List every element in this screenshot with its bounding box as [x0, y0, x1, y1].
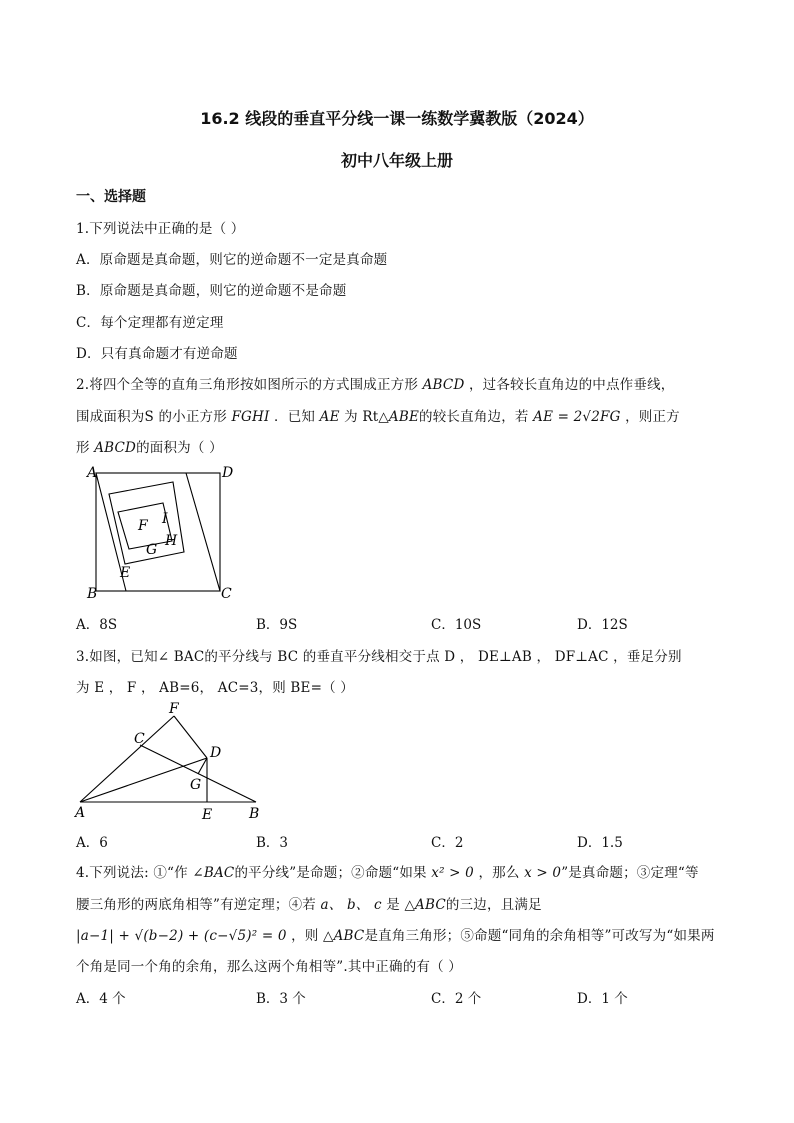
- q2-label-i: I: [162, 511, 168, 527]
- q2-label-c: C: [221, 586, 232, 602]
- q4-text: ，那么: [478, 865, 520, 881]
- q3-option-c: C．2: [431, 835, 464, 851]
- q2-math: AE = 2√2FG: [533, 409, 621, 425]
- q1-stem: 1.下列说法中正确的是（ ）: [76, 221, 245, 237]
- q2-line3: [76, 436, 223, 456]
- q2-option-d: D．12S: [577, 617, 628, 633]
- q2-text: 的较长直角边，若: [419, 409, 529, 425]
- q2-text: ，过各较长直角边的中点作垂线，: [468, 377, 675, 393]
- q2-label-g: G: [146, 542, 158, 558]
- q2-label-f: F: [138, 518, 148, 534]
- q2-math: ABE: [388, 409, 420, 425]
- q2-label-a: A: [87, 465, 98, 481]
- q4-text: 的平分线”是命题；②命题“如果: [234, 865, 427, 881]
- q4-option-b: B．3 个: [256, 991, 306, 1007]
- q1-option-b: B．原命题是真命题，则它的逆命题不是命题: [76, 283, 347, 299]
- q2-text: ．已知: [274, 409, 316, 425]
- q2-text: 为 Rt△: [344, 409, 389, 425]
- q4-line1: [76, 861, 699, 881]
- q3-label-d: D: [210, 745, 222, 761]
- q4-text: 4.下列说法: ①“作: [76, 865, 188, 881]
- page-title-line2: 初中八年级上册: [340, 151, 453, 170]
- q3-option-a: A．6: [76, 835, 108, 851]
- q3-label-c: C: [134, 731, 145, 747]
- q2-inner-tilted-square: [96, 473, 220, 591]
- q2-math: FGHI: [231, 409, 270, 425]
- q4-text: 是直角三角形；⑤命题“同角的余角相等”可改写为“如果两: [364, 928, 715, 944]
- q4-text: ”是真命题；③定理“等: [561, 865, 699, 881]
- q3-segment-ad: [80, 758, 207, 802]
- q2-math: ABCD: [94, 440, 137, 456]
- q4-option-a: A．4 个: [76, 991, 126, 1007]
- q4-math: ABC: [333, 928, 365, 944]
- q2-option-c: C．10S: [431, 617, 482, 633]
- q4-option-c: C．2 个: [431, 991, 482, 1007]
- q4-math: |a−1| + √(b−2) + (c−√5)² = 0: [76, 928, 287, 944]
- q4-option-d: D．1 个: [577, 991, 628, 1007]
- q2-label-h: H: [165, 533, 178, 549]
- q2-option-a: A．8S: [76, 617, 118, 633]
- q2-text: 的面积为（ ）: [136, 440, 223, 456]
- q3-label-b: B: [249, 806, 260, 822]
- q4-line4: 个角是同一个角的余角，那么这两个角相等”.其中正确的有（ ）: [76, 959, 462, 975]
- q4-math: a、 b、 c: [320, 897, 382, 913]
- page-title-line1: 16.2 线段的垂直平分线一课一练数学冀教版（2024）: [200, 109, 594, 128]
- q3-line1: 3.如图，已知∠ BAC的平分线与 BC 的垂直平分线相交于点 D ， DE⊥AB ， DF⊥AC ，垂足分别: [76, 649, 682, 665]
- section-heading: 一、选择题: [76, 189, 146, 205]
- q4-text: 是 △: [386, 897, 416, 913]
- q1-option-a: A．原命题是真命题，则它的逆命题不一定是真命题: [76, 252, 388, 268]
- q4-text: ，则 △: [291, 928, 334, 944]
- q2-figure: [82, 462, 242, 604]
- q3-label-e: E: [202, 807, 213, 822]
- q4-math: ABC: [415, 897, 446, 913]
- q2-square-abcd: [96, 473, 220, 591]
- q2-math: AE: [319, 409, 340, 425]
- q2-math: ABCD: [422, 377, 465, 393]
- q3-label-f: F: [169, 701, 179, 717]
- q3-line2: 为 E ， F ， AB=6， AC=3，则 BE=（ ）: [76, 680, 354, 696]
- q2-label-e: E: [120, 565, 131, 581]
- q3-segment-af: [80, 716, 174, 802]
- q4-text: 的三边，且满足: [445, 897, 542, 913]
- q2-text: ，则正方: [625, 409, 680, 425]
- q4-math: x² > 0: [431, 865, 474, 881]
- q1-option-c: C．每个定理都有逆定理: [76, 315, 224, 331]
- q3-label-g: G: [190, 777, 202, 793]
- q3-option-d: D．1.5: [577, 835, 623, 851]
- q4-line3: [76, 924, 715, 944]
- q3-figure: [72, 700, 268, 822]
- q2-option-b: B．9S: [256, 617, 298, 633]
- q3-segment-fd: [174, 716, 207, 758]
- q2-text: 2.将四个全等的直角三角形按如图所示的方式围成正方形: [76, 377, 419, 393]
- q2-label-d: D: [222, 465, 234, 481]
- q4-math: x > 0: [524, 865, 562, 881]
- q2-label-b: B: [87, 586, 98, 602]
- q2-text: 围成面积为S 的小正方形: [76, 409, 227, 425]
- q2-text: 形: [76, 440, 90, 456]
- q4-math: ∠BAC: [192, 865, 235, 881]
- q1-option-d: D．只有真命题才有逆命题: [76, 346, 238, 362]
- q2-line2: [76, 405, 680, 425]
- q3-label-a: A: [75, 805, 86, 821]
- q4-line2: [76, 893, 542, 913]
- q3-option-b: B．3: [256, 835, 289, 851]
- q2-line1: [76, 373, 674, 393]
- q4-text: 腰三角形的两底角相等”有逆定理；④若: [76, 897, 317, 913]
